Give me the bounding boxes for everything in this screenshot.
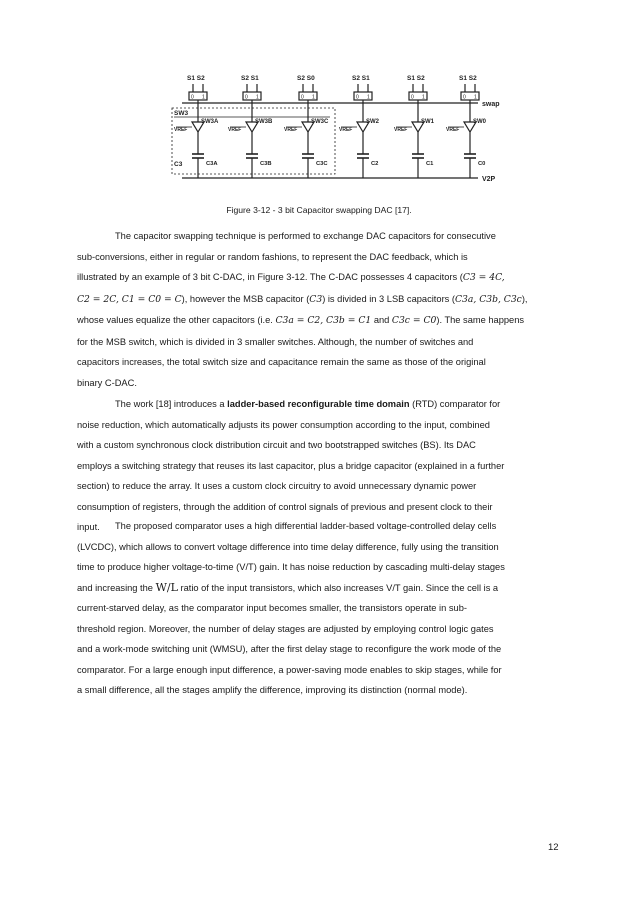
math-expression: C3 = 4C,: [462, 272, 505, 283]
switch-label: SW3C: [311, 119, 329, 125]
text-line: and increasing the W/L ratio of the input transistors, which also increases V/T gain. Since the cell is a: [77, 580, 499, 594]
switch-pair-label: S1 S2: [459, 75, 477, 82]
text-line: threshold region. Moreover, the number of delay stages are adjusted by employing control logic gates: [77, 623, 494, 634]
text-line: time to produce higher voltage-to-time (V/T) gain. It has noise reduction by cascading multi-delay stages: [77, 562, 505, 572]
w-over-l-fraction: W/L: [155, 580, 178, 594]
switch-label: SW3A: [201, 119, 219, 125]
switch-label: SW2: [366, 119, 380, 125]
capacitor-label: C3C: [316, 161, 328, 167]
mux-zero-label: 0: [191, 94, 194, 101]
capacitor-label: C3B: [260, 161, 272, 167]
text-line: with a custom synchronous clock distribution circuit and two bootstrapped switches (BS). Its DAC: [77, 440, 476, 450]
switch-label: SW3B: [255, 119, 273, 125]
text-line: noise reduction, which automatically adjusts its power consumption according to the input, combined: [77, 419, 490, 430]
capacitor-label: C3A: [206, 161, 218, 167]
text-line: capacitors increases, the total switch size and capacitance remain the same as those of the original: [77, 357, 486, 367]
capacitor-label: C2: [371, 161, 379, 167]
paragraph-capacitor-swapping: [77, 226, 563, 393]
mux-one-label: 1: [256, 94, 259, 101]
switch-label: SW0: [473, 119, 487, 125]
text-line: illustrated by an example of 3 bit C-DAC, in Figure 3-12. The C-DAC possesses 4 capacitors (C3 = 4C,: [77, 272, 505, 283]
bold-term: ladder-based reconfigurable time domain: [227, 399, 410, 409]
text-line: whose values equalize the other capacitors (i.e. C3a = C2, C3b = C1 and C3c = C0). The same happens: [77, 315, 525, 326]
text-line: C2 = 2C, C1 = C0 = C), however the MSB capacitor (C3) is divided in 3 LSB capacitors (C3a, C3b, C3c),: [77, 293, 528, 305]
mux-zero-label: 0: [301, 94, 304, 101]
capacitor-label: C0: [478, 161, 486, 167]
vref-label: VREF: [228, 127, 242, 133]
mux-one-label: 1: [422, 94, 425, 101]
page-number: 12: [548, 842, 559, 853]
mux-one-label: 1: [367, 94, 370, 101]
math-expression: C2 = 2C, C1 = C0 = C: [77, 293, 182, 305]
text-line: section) to reduce the array. It uses a custom clock circuitry to avoid unnecessary dynamic power: [77, 481, 477, 491]
math-expression: C3c = C0: [391, 315, 437, 326]
text-line: The capacitor swapping technique is performed to exchange DAC capacitors for consecutive: [115, 231, 496, 241]
mux-zero-label: 0: [245, 94, 248, 101]
text-line: consumption of registers, through the addition of control signals of previous and present clock to their: [77, 501, 493, 512]
mux-zero-label: 0: [411, 94, 414, 101]
text-line: The work [18] introduces a ladder-based reconfigurable time domain (RTD) comparator for: [115, 399, 501, 409]
text-line: current-starved delay, as the comparator input becomes smaller, the transistors operate in sub-: [77, 603, 467, 613]
mux-one-label: 1: [312, 94, 315, 101]
mux-zero-label: 0: [356, 94, 359, 101]
text-line: a small difference, all the stages amplify the difference, improving its distinction (normal mode).: [77, 685, 468, 695]
vref-label: VREF: [174, 127, 188, 133]
vref-label: VREF: [339, 127, 353, 133]
capacitor-label: C1: [426, 161, 434, 167]
c3-label: C3: [174, 161, 183, 168]
switch-pair-label: S1 S2: [407, 75, 425, 82]
text-line: employs a switching strategy that reuses its last capacitor, plus a bridge capacitor (explained in a further: [77, 460, 505, 471]
math-expression: C3a, C3b, C3c: [455, 293, 522, 305]
text-line: The proposed comparator uses a high differential ladder-based voltage-controlled delay cells: [115, 521, 497, 531]
vref-label: VREF: [394, 127, 408, 133]
vref-label: VREF: [446, 127, 460, 133]
text-line: binary C-DAC.: [77, 377, 137, 388]
vref-label: VREF: [284, 127, 298, 133]
mux-zero-label: 0: [463, 94, 466, 101]
text-line: input.: [77, 522, 100, 532]
text-line: comparator. For a large enough input difference, a power-saving mode enables to skip stages, while for: [77, 664, 502, 675]
mux-one-label: 1: [474, 94, 477, 101]
text-line: and a work-mode switching unit (WMSU), after the first delay stage to reconfigure the work mode of the: [77, 644, 502, 654]
math-expression: C3: [309, 293, 323, 305]
switch-label: SW1: [421, 119, 435, 125]
math-expression: C3a = C2, C3b = C1: [275, 315, 372, 326]
switch-pair-label: S2 S1: [352, 75, 370, 82]
switch-pair-label: S2 S1: [241, 75, 259, 82]
switch-pair-label: S1 S2: [187, 75, 205, 82]
paragraph-proposed-comparator: [77, 516, 563, 701]
mux-one-label: 1: [202, 94, 205, 101]
text-line: (LVCDC), which allows to convert voltage difference into time delay difference, fully using the transition: [77, 541, 499, 552]
swap-label: swap: [482, 101, 500, 108]
text-line: for the MSB switch, which is divided in 3 smaller switches. Although, the number of switches and: [77, 336, 474, 347]
sw3-label: SW3: [174, 110, 189, 117]
text-line: sub-conversions, either in regular or random fashions, to represent the DAC feedback, which is: [77, 251, 468, 262]
figure-caption: Figure 3-12 - 3 bit Capacitor swapping DAC [17].: [226, 205, 412, 215]
switch-pair-label: S2 S0: [297, 75, 315, 82]
capacitor-swapping-dac-figure: [160, 70, 505, 192]
v2p-label: V2P: [482, 176, 496, 183]
